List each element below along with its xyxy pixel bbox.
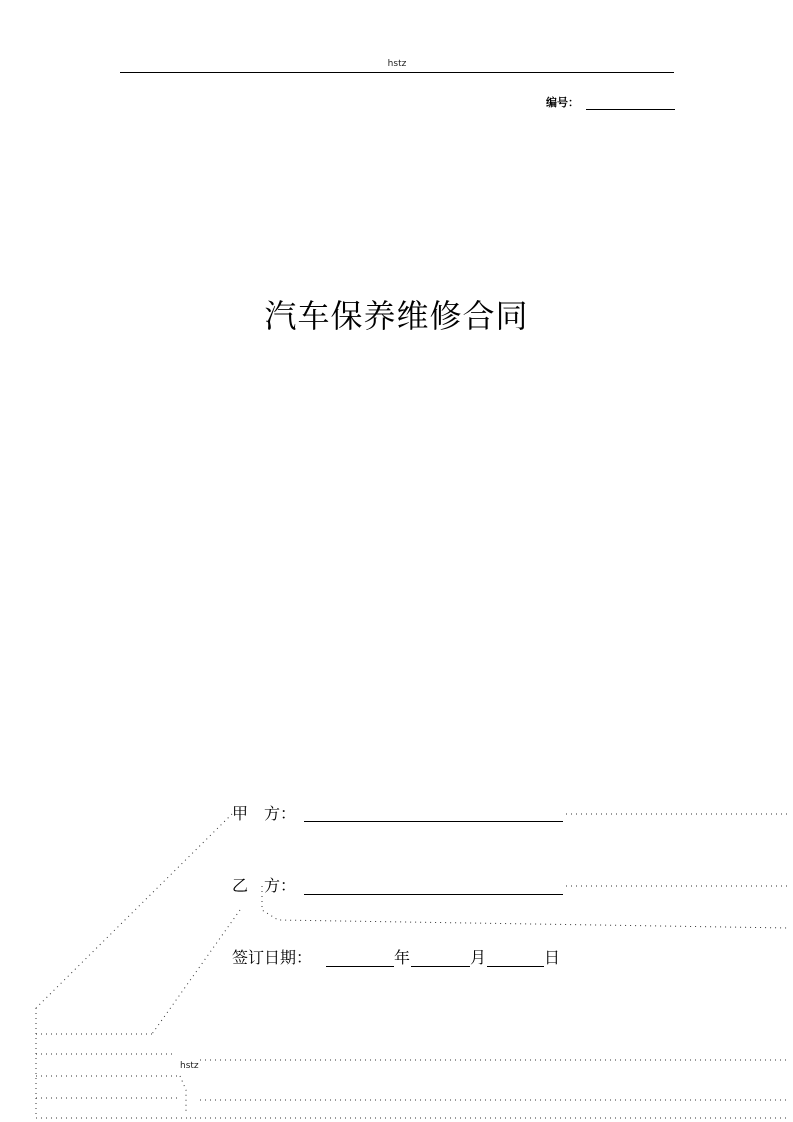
page-footer-text: hstz bbox=[180, 1061, 199, 1071]
serial-number-blank bbox=[586, 109, 675, 110]
dotted-diagonal-a bbox=[36, 814, 232, 1008]
dotted-footer-hook bbox=[180, 1076, 186, 1114]
page-header-text: hstz bbox=[387, 59, 407, 69]
signing-year-blank bbox=[326, 966, 394, 967]
party-b-blank bbox=[304, 894, 563, 895]
signing-day-unit: 日 bbox=[544, 948, 561, 967]
party-a-label: 甲 方： bbox=[232, 804, 297, 823]
dotted-diagonal-b bbox=[152, 910, 240, 1034]
signing-date-label: 签订日期： bbox=[232, 948, 313, 967]
dotted-connector-b bbox=[262, 886, 790, 928]
header-rule bbox=[120, 72, 674, 73]
party-a-blank bbox=[304, 821, 563, 822]
document-title: 汽车保养维修合同 bbox=[264, 297, 529, 335]
signing-month-unit: 月 bbox=[470, 948, 487, 967]
signing-year-unit: 年 bbox=[394, 948, 411, 967]
serial-number-label: 编号： bbox=[546, 96, 579, 109]
party-b-label: 乙 方： bbox=[232, 876, 297, 895]
signing-day-blank bbox=[487, 966, 544, 967]
signing-month-blank bbox=[411, 966, 470, 967]
